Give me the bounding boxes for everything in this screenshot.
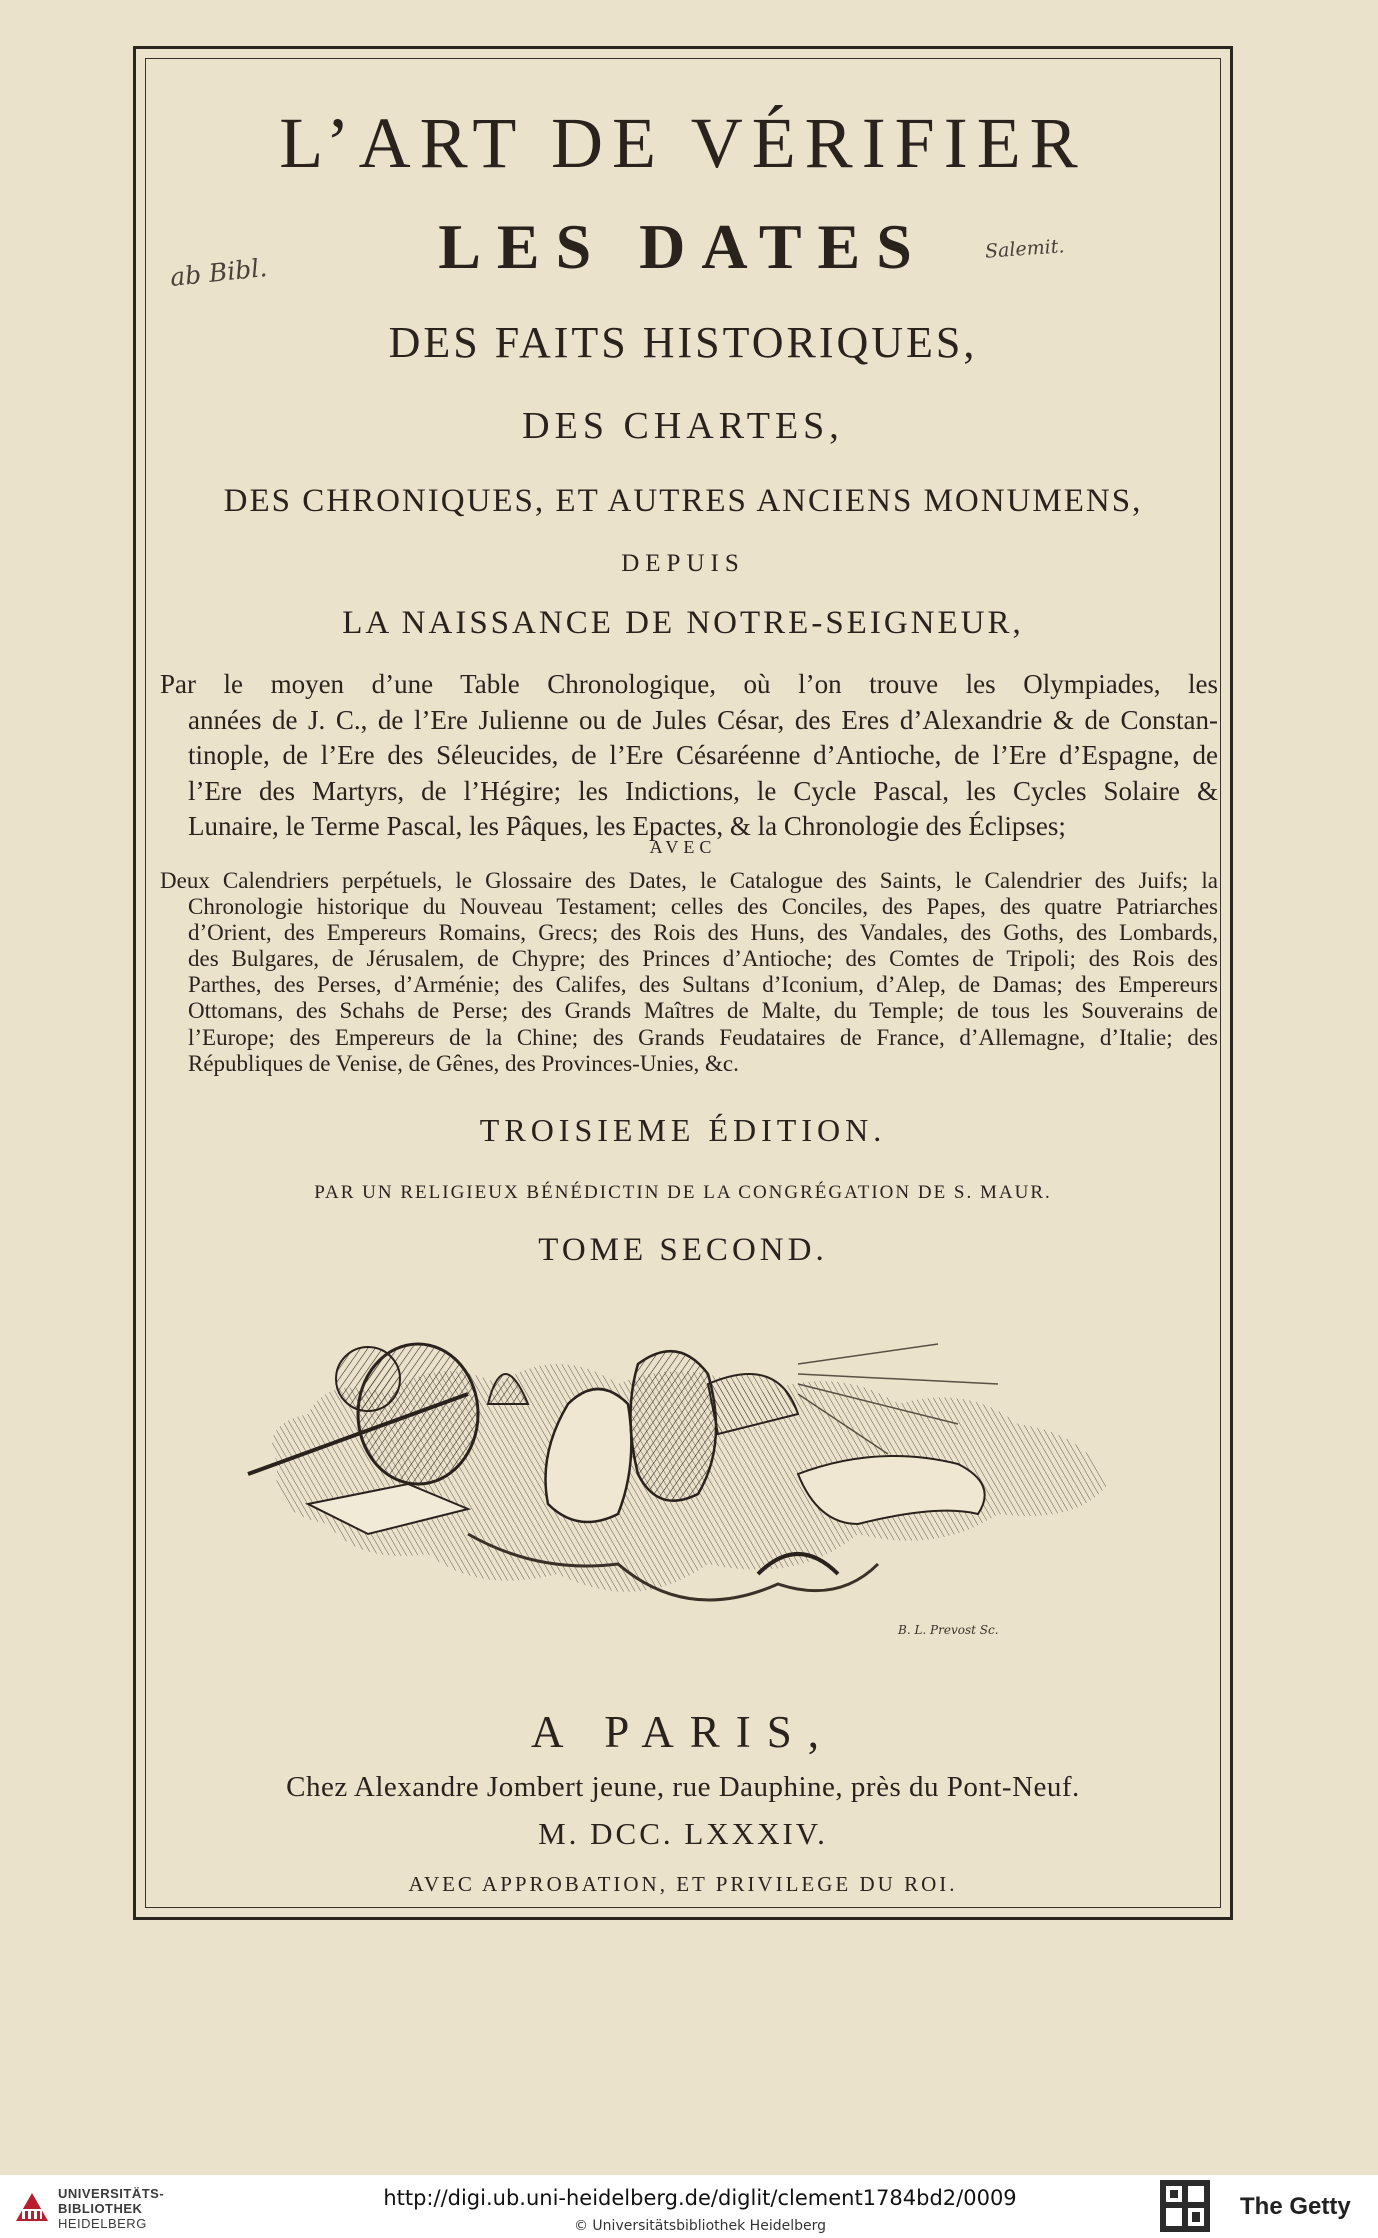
paragraph2-line: Parthes, des Perses, d’Arménie; des Califes, des Sultans d’Iconium, d’Alep, de Damas; des Empereurs — [188, 972, 1218, 998]
paragraph1-line: années de J. C., de l’Ere Julienne ou de Jules César, des Eres d’Alexandrie & de Constan- — [188, 704, 1218, 735]
library-logo-text: HEIDELBERG — [58, 2216, 147, 2231]
imprint-year: M. DCC. LXXXIV. — [538, 1816, 828, 1851]
figure-angel — [631, 1351, 717, 1501]
handwritten-note-right: Salemit. — [984, 235, 1066, 263]
author-line: PAR UN RELIGIEUX BÉNÉDICTIN DE LA CONGRÉGATION DE S. MAUR. — [314, 1182, 1052, 1203]
title-line-2: LES DATES — [438, 211, 928, 282]
paragraph2-line: Chronologie historique du Nouveau Testament; celles des Conciles, des Papes, des quatre Patriarches — [188, 894, 1218, 920]
paragraph1-line: Lunaire, le Terme Pascal, les Pâques, les Epactes, & la Chronologie des Éclipses; — [188, 811, 1066, 841]
title-line-7: LA NAISSANCE DE NOTRE-SEIGNEUR, — [342, 605, 1024, 641]
getty-logo-icon — [1160, 2180, 1210, 2232]
edition-line: TROISIEME ÉDITION. — [479, 1112, 887, 1148]
paragraph2-line: Deux Calendriers perpétuels, le Glossaire des Dates, le Catalogue des Saints, le Calendrier des Juifs; la — [160, 868, 1218, 893]
helmet-shape — [336, 1347, 400, 1411]
getty-label: The Getty — [1240, 2193, 1351, 2220]
title-line-3: DES FAITS HISTORIQUES, — [388, 318, 978, 367]
paragraph1-line: tinople, de l’Ere des Séleucides, de l’Ere Césaréenne d’Antioche, de l’Ere d’Espagne, de — [188, 740, 1218, 770]
title-line-4: DES CHARTES, — [522, 405, 844, 447]
imprint-publisher: Chez Alexandre Jombert jeune, rue Dauphine, près du Pont-Neuf. — [286, 1771, 1080, 1803]
imprint-privilege: AVEC APPROBATION, ET PRIVILEGE DU ROI. — [408, 1872, 958, 1896]
paragraph2-line: d’Orient, des Empereurs Romains, Grecs; des Rois des Huns, des Vandales, des Goths, des Lombards, — [188, 920, 1218, 946]
paragraph2-line: Ottomans, des Schahs de Perse; des Grands Maîtres de Malte, du Temple; de tous les Souverains de — [188, 998, 1218, 1024]
engraver-signature: B. L. Prevost Sc. — [898, 1623, 999, 1637]
paragraph1-line: Par le moyen d’une Table Chronologique, où l’on trouve les Olympiades, les — [160, 669, 1218, 699]
paragraph2-line: Républiques de Venise, de Gênes, des Provinces-Unies, &c. — [188, 1050, 739, 1076]
copyright-notice: © Universitätsbibliothek Heidelberg — [573, 2218, 826, 2234]
library-logo-text: UNIVERSITÄTS- — [58, 2186, 165, 2201]
paragraph2-line: des Bulgares, de Jérusalem, de Chypre; des Princes d’Antioche; des Comtes de Tripoli; des Rois des — [188, 946, 1218, 972]
engraved-vignette — [238, 1324, 1158, 1646]
title-line-6: DEPUIS — [621, 550, 745, 577]
subtitle-paragraph-1 — [160, 667, 1218, 845]
avec-heading: AVEC — [649, 837, 717, 857]
paragraph2-line: l’Europe; des Empereurs de la Chine; des Grands Feudataires de France, d’Allemagne, d’Italie; des — [188, 1024, 1218, 1050]
subtitle-paragraph-2 — [160, 868, 1218, 1077]
imprint-place: A PARIS, — [531, 1707, 835, 1757]
library-logo-icon — [12, 2187, 52, 2227]
paragraph1-line: l’Ere des Martyrs, de l’Hégire; les Indictions, le Cycle Pascal, les Cycles Solaire & — [188, 775, 1218, 806]
title-line-5: DES CHRONIQUES, ET AUTRES ANCIENS MONUMENS, — [223, 483, 1143, 519]
title-line-1: L’ART DE VÉRIFIER — [279, 103, 1087, 183]
library-logo-text: BIBLIOTHEK — [58, 2201, 143, 2216]
handwritten-note-left: ab Bibl. — [168, 253, 269, 292]
volume-line: TOME SECOND. — [538, 1232, 828, 1268]
permalink-url[interactable]: http://digi.ub.uni-heidelberg.de/diglit/clement1784bd2/0009 — [383, 2186, 1017, 2210]
